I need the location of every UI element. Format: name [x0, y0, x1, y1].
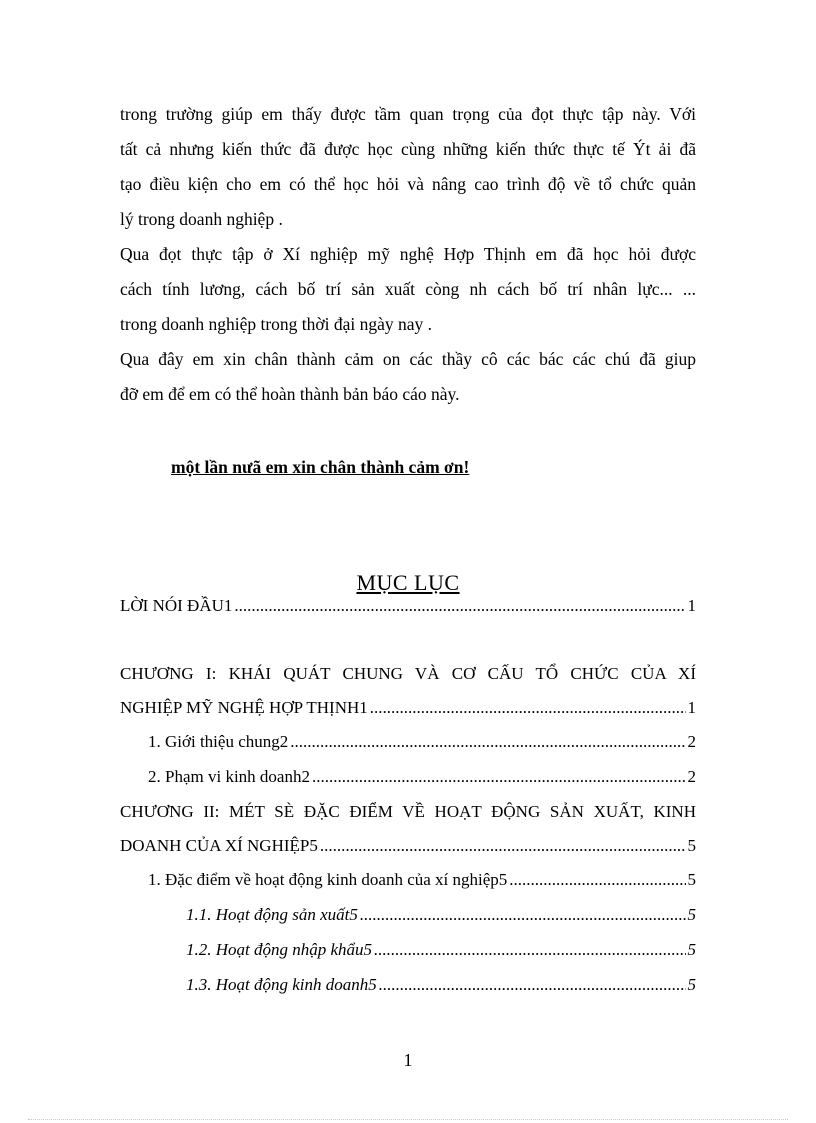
toc-entry-page: 1 [687, 596, 696, 615]
toc-entry-c2-subsection[interactable] [186, 905, 696, 935]
body-line: tất cả nhưng kiến thức đã được học cùng những kiến thức thực tế Ýt ải đã [120, 139, 696, 159]
toc-entry-label: NGHIỆP MỸ NGHỆ HỢP THỊNH1 [120, 698, 368, 717]
toc-leader-dots [509, 870, 685, 890]
toc-entry-c1-item[interactable] [148, 767, 696, 797]
toc-entry-label: LỜI NÓI ĐẦU1 [120, 596, 233, 615]
toc-leader-dots [370, 698, 686, 718]
toc-entry-c2-subsection[interactable] [186, 940, 696, 970]
toc-entry-chapter2[interactable] [120, 836, 696, 866]
toc-entry-chapter1[interactable] [120, 698, 696, 728]
toc-leader-dots [379, 975, 686, 995]
toc-entry-label: 1. Đặc điểm về hoạt động kinh doanh của xí nghiệp5 [148, 870, 508, 889]
toc-entry-label: 2. Phạm vi kinh doanh2 [148, 767, 310, 786]
body-line: cách tính lương, cách bố trí sản xuất còng nh cách bố trí nhân lực... ... [120, 279, 696, 299]
body-line: tạo điều kiện cho em có thể học hỏi và nâng cao trình độ về tổ chức quản [120, 174, 696, 194]
toc-entry-page: 2 [687, 767, 696, 786]
toc-entry-page: 5 [687, 870, 696, 889]
toc-entry-label: 1.2. Hoạt động nhập khẩu5 [186, 940, 373, 959]
toc-entry-page: 5 [687, 975, 696, 994]
body-line: Qua đọt thực tập ở Xí nghiệp mỹ nghệ Hợp Thịnh em đã học hỏi được [120, 244, 696, 264]
toc-entry-page: 2 [687, 732, 696, 751]
toc-title: MỤC LỤC [356, 570, 460, 595]
body-line: lý trong doanh nghiệp . [120, 209, 283, 229]
toc-entry-c1-item[interactable] [148, 732, 696, 762]
toc-leader-dots [374, 940, 685, 960]
closing-thanks: một lần nưã em xin chân thành cảm ơn! [171, 457, 470, 477]
body-paragraphs [120, 97, 696, 412]
toc-entry-page: 5 [687, 905, 696, 924]
toc-entry-page: 5 [687, 940, 696, 959]
toc-entry-c2-section[interactable] [148, 870, 696, 900]
toc-chapter2-line1[interactable]: CHƯƠNG II: MÉT SÈ ĐẶC ĐIỂM VỀ HOẠT ĐỘNG SẢN XUẤT, KINH [120, 802, 696, 821]
body-line: trong doanh nghiệp trong thời đại ngày nay . [120, 314, 433, 334]
toc-entry-label: DOANH CỦA XÍ NGHIỆP5 [120, 836, 318, 855]
toc-entry-label: 1. Giới thiệu chung2 [148, 732, 289, 751]
body-line: trong trường giúp em thấy được tầm quan trọng của đọt thực tập này. Với [120, 104, 696, 124]
toc-leader-dots [234, 596, 685, 616]
body-line: Qua đây em xin chân thành cảm on các thầy cô các bác các chú đã giup [120, 349, 696, 369]
toc-entry-label: 1.1. Hoạt động sản xuất5 [186, 905, 358, 924]
toc-entry-c2-subsection[interactable] [186, 975, 696, 1005]
toc-entry-preface[interactable] [120, 596, 696, 626]
toc-leader-dots [320, 836, 686, 856]
toc-entry-label: 1.3. Hoạt động kinh doanh5 [186, 975, 377, 994]
toc-leader-dots [360, 905, 686, 925]
page-number: 1 [403, 1050, 413, 1070]
page-bottom-divider [28, 1119, 788, 1120]
toc-entry-page: 5 [687, 836, 696, 855]
toc-leader-dots [290, 732, 685, 752]
body-line: đỡ em để em có thể hoàn thành bản báo cáo này. [120, 384, 460, 404]
toc-leader-dots [312, 767, 686, 787]
toc-chapter1-line1[interactable]: CHƯƠNG I: KHÁI QUÁT CHUNG VÀ CƠ CẤU TỔ CHỨC CỦA XÍ [120, 664, 696, 683]
toc-entry-page: 1 [687, 698, 696, 717]
